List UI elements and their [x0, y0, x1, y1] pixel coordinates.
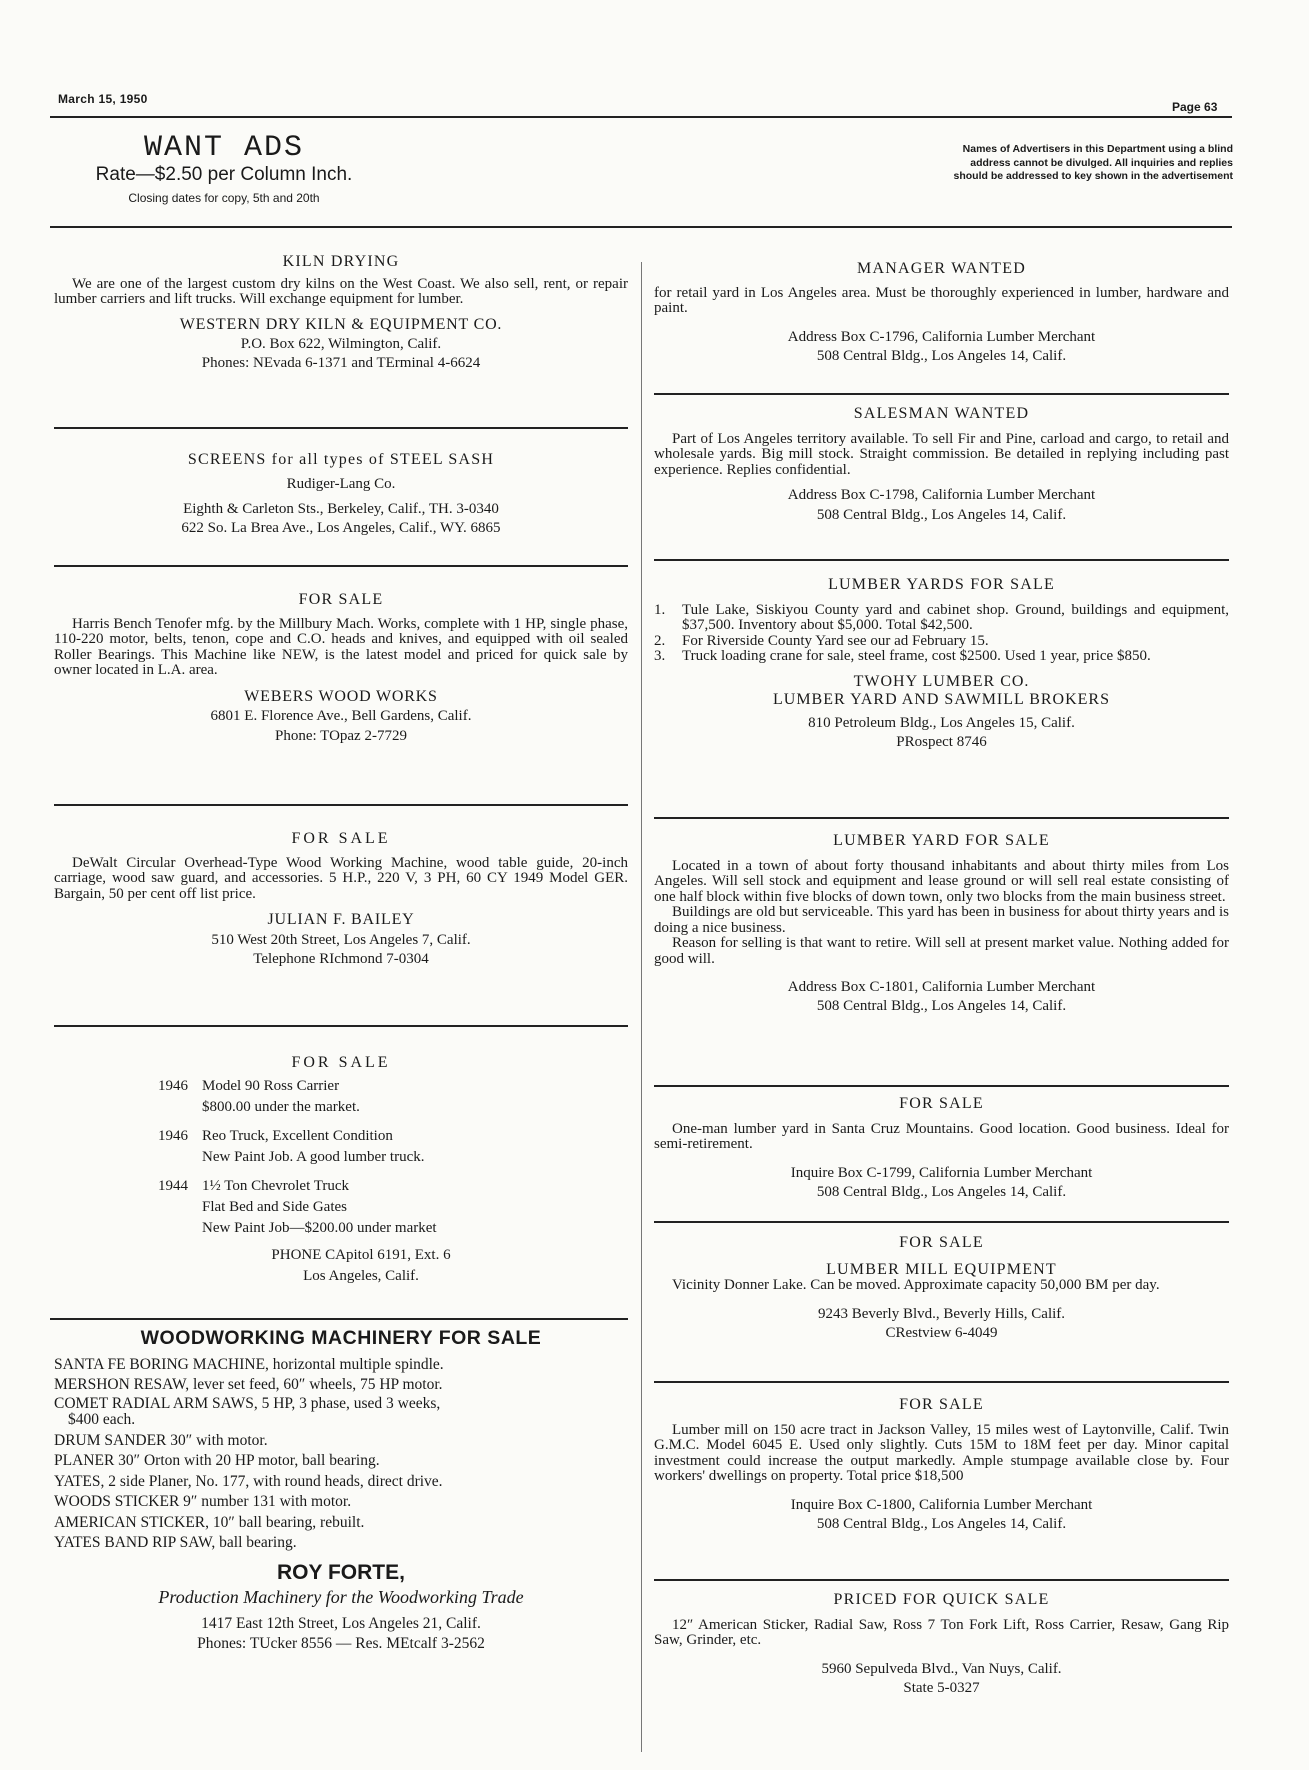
- item-line: $800.00 under the market.: [202, 1099, 360, 1115]
- ad-separator: [654, 393, 1229, 395]
- truck-item: [158, 1126, 628, 1147]
- ad-heading: MANAGER WANTED: [857, 260, 1026, 277]
- ad-santa-cruz: [654, 1096, 1229, 1201]
- ad-heading: LUMBER YARD FOR SALE: [833, 832, 1050, 849]
- item-number: 2.: [654, 632, 666, 649]
- ad-heading: SCREENS for all types of STEEL SASH: [187, 451, 495, 468]
- company-name: WEBERS WOOD WORKS: [244, 687, 438, 705]
- company-phones: Phones: TUcker 8556 — Res. MEtcalf 3-2562: [197, 1635, 485, 1652]
- machinery-item: AMERICAN STICKER, 10″ ball bearing, rebuilt.: [54, 1513, 365, 1531]
- yard-list: [654, 603, 1229, 665]
- company-name: WESTERN DRY KILN & EQUIPMENT CO.: [179, 315, 503, 333]
- item-line: Reo Truck, Excellent Condition: [202, 1128, 393, 1144]
- item-text: For Riverside County Yard see our ad February 15.: [682, 632, 989, 649]
- ad-body: Part of Los Angeles territory available. To sell Fir and Pine, carload and cargo, to retail and wholesale yards. Big mill stock. Straight commission. Be detailed in replying including past experience. Replies confidential.: [654, 430, 1229, 478]
- company-name: ROY FORTE,: [277, 1560, 405, 1584]
- seller-address: 5960 Sepulveda Blvd., Van Nuys, Calif.: [821, 1660, 1062, 1677]
- item-line: 1½ Ton Chevrolet Truck: [202, 1178, 350, 1194]
- want-ads-title-block: [54, 132, 394, 210]
- reply-address: Address Box C-1798, California Lumber Merchant: [787, 487, 1096, 503]
- ad-body: We are one of the largest custom dry kilns on the West Coast. We also sell, rent, or repair lumber carriers and lift trucks. Will exchange equipment for lumber.: [54, 275, 628, 307]
- ad-body: Located in a town of about forty thousand inhabitants and about thirty miles from Los Angeles. Will sell stock and equipment and lease ground or will sell real estate consisting of one half block within five blocks of down town, only two blocks from the main business street.: [654, 857, 1229, 905]
- reply-address: Inquire Box C-1800, California Lumber Merchant: [790, 1496, 1093, 1513]
- machinery-item: DRUM SANDER 30″ with motor.: [54, 1431, 268, 1449]
- company-phones: Phones: NEvada 6-1371 and TErminal 4-6624: [201, 354, 481, 371]
- company-address: 6801 E. Florence Ave., Bell Gardens, Calif.: [210, 708, 472, 725]
- machinery-item: YATES BAND RIP SAW, ball bearing.: [54, 1534, 297, 1551]
- machinery-item: SANTA FE BORING MACHINE, horizontal multiple spindle.: [54, 1355, 444, 1373]
- ad-separator: [654, 817, 1229, 819]
- reply-address: 508 Central Bldg., Los Angeles 14, Calif.: [816, 1516, 1067, 1533]
- company-address: Eighth & Carleton Sts., Berkeley, Calif., TH. 3-0340: [183, 501, 499, 517]
- ad-woodworking-machinery: [54, 1327, 628, 1653]
- company-tagline: Production Machinery for the Woodworking Trade: [158, 1587, 524, 1607]
- ad-body: Lumber mill on 150 acre tract in Jackson Valley, 15 miles west of Laytonville, Calif. Twin G.M.C. Model 6045 E. Used only slightly. Cuts 15M to 18M feet per day. Minor capital investment could increase the output markedly. Ample stumpage available close by. Four workers' dwellings on property. Total price $18,500: [654, 1421, 1229, 1485]
- seller-phone: PHONE CApitol 6191, Ext. 6: [271, 1247, 451, 1263]
- ad-heading: FOR SALE: [899, 1396, 984, 1413]
- company-address: 622 So. La Brea Ave., Los Angeles, Calif., WY. 6865: [181, 519, 501, 536]
- ad-separator: [54, 427, 628, 429]
- ad-separator: [54, 804, 628, 806]
- company-address: 810 Petroleum Bldg., Los Angeles 15, Calif.: [808, 714, 1075, 731]
- item-line: Flat Bed and Side Gates: [202, 1199, 347, 1215]
- ad-kiln-drying: [54, 254, 628, 371]
- header-rule: [50, 116, 1232, 118]
- seller-phone: State 5-0327: [903, 1680, 980, 1697]
- ad-heading: FOR SALE: [291, 1054, 391, 1071]
- closing-dates: Closing dates for copy, 5th and 20th: [128, 191, 320, 205]
- ad-screens: [54, 452, 628, 536]
- item-text: Truck loading crane for sale, steel frame, cost $2500. Used 1 year, price $850.: [682, 648, 1151, 664]
- seller-city: Los Angeles, Calif.: [303, 1268, 419, 1284]
- ad-heading: FOR SALE: [298, 591, 384, 608]
- machinery-item: MERSHON RESAW, lever set feed, 60″ wheels, 75 HP motor.: [54, 1376, 443, 1393]
- seller-name: JULIAN F. BAILEY: [267, 911, 415, 929]
- ad-heading: KILN DRYING: [282, 253, 400, 270]
- item-line: New Paint Job. A good lumber truck.: [202, 1149, 425, 1165]
- ad-heading: FOR SALE: [899, 1095, 984, 1112]
- ad-dewalt: [54, 831, 628, 968]
- company-subtitle: LUMBER YARD AND SAWMILL BROKERS: [773, 691, 1110, 708]
- ad-separator: [654, 1579, 1229, 1581]
- ad-body: Reason for selling is that want to retire. Will sell at present market value. Nothing added for good will.: [654, 935, 1229, 968]
- reply-address: Inquire Box C-1799, California Lumber Merchant: [790, 1164, 1093, 1181]
- ad-subheading: LUMBER MILL EQUIPMENT: [826, 1260, 1057, 1278]
- reply-address: 508 Central Bldg., Los Angeles 14, Calif.: [816, 506, 1067, 523]
- item-year: 1946: [158, 1078, 188, 1094]
- ad-heading: WOODWORKING MACHINERY FOR SALE: [140, 1327, 542, 1349]
- reply-address: Address Box C-1801, California Lumber Merchant: [787, 978, 1096, 995]
- ad-salesman-wanted: [654, 406, 1229, 523]
- issue-date: March 15, 1950: [58, 92, 148, 106]
- reply-address: 508 Central Bldg., Los Angeles 14, Calif.: [816, 1184, 1067, 1201]
- column-divider: [641, 262, 642, 1752]
- want-ads-title: WANT ADS: [143, 131, 305, 165]
- page-number: Page 63: [1172, 100, 1218, 114]
- ad-jackson-valley-mill: [654, 1397, 1229, 1533]
- ad-trucks: [54, 1052, 628, 1287]
- ad-separator: [54, 1025, 628, 1027]
- machinery-item: YATES, 2 side Planer, No. 177, with round heads, direct drive.: [54, 1472, 443, 1490]
- item-line: COMET RADIAL ARM SAWS, 5 HP, 3 phase, used 3 weeks,: [54, 1394, 441, 1412]
- item-line: Model 90 Ross Carrier: [202, 1078, 340, 1094]
- machinery-item: [54, 1396, 628, 1428]
- ad-body: Buildings are old but serviceable. This yard has been in business for about thirty years and is doing a nice business.: [654, 904, 1229, 936]
- ad-body: Vicinity Donner Lake. Can be moved. Approximate capacity 50,000 BM per day.: [672, 1277, 1160, 1293]
- yard-item: [654, 649, 1229, 665]
- ad-body: DeWalt Circular Overhead-Type Wood Working Machine, wood table guide, 20-inch carriage, wood saw guard, and accessories. 5 H.P., 220 V, 3 PH, 60 CY 1949 Model GER. Bargain, 50 per cent off list price.: [54, 854, 628, 902]
- truck-item: [158, 1176, 628, 1197]
- item-line: $400 each.: [68, 1410, 136, 1428]
- ad-separator: [54, 565, 628, 567]
- seller-phone: CRestview 6-4049: [885, 1325, 998, 1342]
- ad-tenofer: [54, 592, 628, 744]
- item-year: 1944: [158, 1178, 188, 1194]
- truck-item: [158, 1076, 628, 1097]
- ad-heading: FOR SALE: [899, 1234, 984, 1251]
- company-name: Rudiger-Lang Co.: [286, 475, 396, 492]
- ad-heading: LUMBER YARDS FOR SALE: [828, 576, 1055, 593]
- ad-heading: FOR SALE: [291, 830, 391, 847]
- seller-address: 9243 Beverly Blvd., Beverly Hills, Calif.: [817, 1305, 1066, 1322]
- ad-lumber-yard: [654, 833, 1229, 1015]
- company-name: TWOHY LUMBER CO.: [853, 672, 1030, 690]
- item-year: 1946: [158, 1128, 188, 1144]
- ad-heading: PRICED FOR QUICK SALE: [833, 1591, 1050, 1608]
- ad-body: 12″ American Sticker, Radial Saw, Ross 7 Ton Fork Lift, Ross Carrier, Resaw, Gang Rip Saw, Grinder, etc.: [654, 1616, 1229, 1649]
- item-number: 1.: [654, 601, 666, 618]
- machinery-item: PLANER 30″ Orton with 20 HP motor, ball bearing.: [54, 1452, 380, 1469]
- ad-separator: [654, 1221, 1229, 1223]
- ad-separator: [654, 1381, 1229, 1383]
- notice-line: address cannot be divulged. All inquiries and replies: [970, 156, 1233, 169]
- item-text: Tule Lake, Siskiyou County yard and cabinet shop. Ground, buildings and equipment, $37,500. Inventory about $5,000. Total $42,500.: [682, 601, 1229, 633]
- company-phone: PRospect 8746: [896, 734, 987, 750]
- ad-mill-equipment: [654, 1235, 1229, 1342]
- notice-line: Names of Advertisers in this Department using a blind: [962, 143, 1233, 155]
- company-phone: Phone: TOpaz 2-7729: [275, 727, 407, 744]
- ad-heading: SALESMAN WANTED: [853, 405, 1030, 422]
- ad-lumber-yards: [654, 577, 1229, 751]
- reply-address: 508 Central Bldg., Los Angeles 14, Calif.: [816, 998, 1067, 1015]
- ad-separator: [654, 559, 1229, 561]
- yard-item: [654, 603, 1229, 634]
- ad-body: for retail yard in Los Angeles area. Must be thoroughly experienced in lumber, hardware and paint.: [654, 284, 1229, 316]
- truck-list: [54, 1076, 628, 1239]
- ad-body: One-man lumber yard in Santa Cruz Mountains. Good location. Good business. Ideal for semi-retirement.: [654, 1120, 1229, 1153]
- notice-line: should be addressed to key shown in the advertisement: [953, 170, 1233, 182]
- item-line: New Paint Job—$200.00 under market: [202, 1220, 437, 1236]
- machinery-list: [54, 1355, 628, 1554]
- ad-separator: [654, 1085, 1229, 1087]
- yard-item: [654, 634, 1229, 650]
- ad-quick-sale: [654, 1592, 1229, 1697]
- rate-line: Rate—$2.50 per Column Inch.: [95, 164, 353, 185]
- reply-address: Address Box C-1796, California Lumber Merchant: [787, 328, 1096, 345]
- company-address: 1417 East 12th Street, Los Angeles 21, Calif.: [201, 1614, 481, 1632]
- seller-address: 510 West 20th Street, Los Angeles 7, Calif.: [211, 931, 471, 948]
- ad-manager-wanted: [654, 261, 1229, 365]
- seller-phone: Telephone RIchmond 7-0304: [253, 951, 429, 968]
- ad-separator: [50, 1318, 628, 1320]
- company-address: P.O. Box 622, Wilmington, Calif.: [240, 336, 442, 352]
- reply-address: 508 Central Bldg., Los Angeles 14, Calif.: [816, 348, 1067, 364]
- ad-body: Harris Bench Tenofer mfg. by the Millbury Mach. Works, complete with 1 HP, single phase, 110-220 motor, belts, tenon, cope and C.O. heads and knives, and equipped with oil sealed Roller Bearings. This Machine like NEW, is the latest model and priced for quick sale by owner located in L.A. area.: [54, 615, 628, 679]
- blind-address-notice: [828, 143, 1233, 184]
- item-number: 3.: [654, 648, 666, 664]
- machinery-item: WOODS STICKER 9″ number 131 with motor.: [54, 1493, 352, 1510]
- title-rule: [50, 226, 1232, 228]
